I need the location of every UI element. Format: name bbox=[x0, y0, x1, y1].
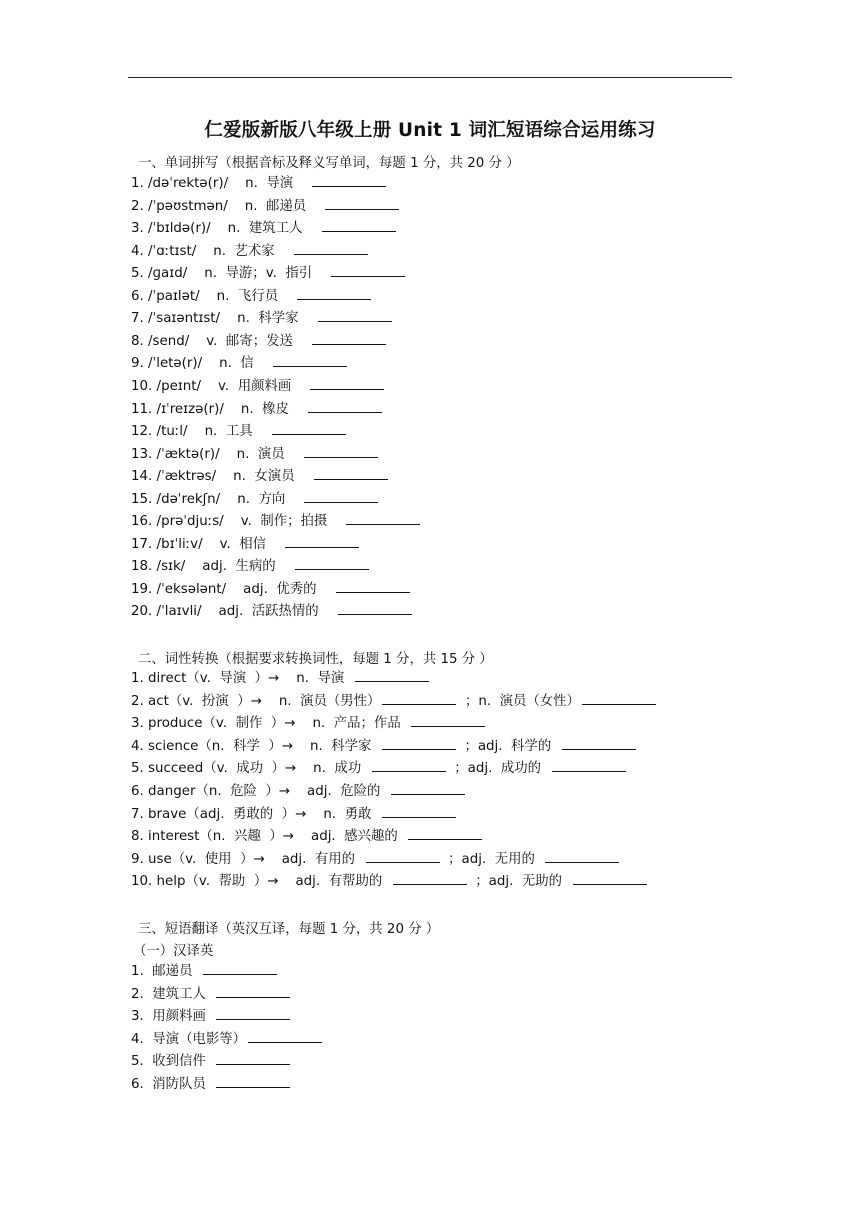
item-text: ；adj. 成功的 bbox=[445, 761, 550, 777]
answer-blank[interactable] bbox=[366, 851, 440, 863]
item-text: 5. succeed（v. 成功 ）→ n. 成功 bbox=[131, 761, 370, 777]
answer-blank[interactable] bbox=[294, 243, 368, 255]
item-text: 4. science（n. 科学 ）→ n. 科学家 bbox=[131, 738, 380, 754]
spelling-item bbox=[131, 536, 359, 553]
item-text: 20. /ˈlaɪvli/ adj. 活跃热情的 bbox=[131, 604, 336, 620]
item-text: 6. /ˈpaɪlət/ n. 飞行员 bbox=[131, 288, 296, 304]
conversion-item bbox=[131, 873, 647, 890]
section-1-heading: 一、单词拼写（根据音标及释义写单词，每题 1 分，共 20 分 ） bbox=[138, 156, 520, 171]
conversion-item bbox=[131, 828, 482, 845]
answer-blank[interactable] bbox=[355, 670, 429, 682]
item-text: 2. /ˈpəʊstmən/ n. 邮递员 bbox=[131, 198, 324, 214]
answer-blank[interactable] bbox=[382, 806, 456, 818]
answer-blank[interactable] bbox=[314, 468, 388, 480]
answer-blank[interactable] bbox=[216, 1076, 290, 1088]
answer-blank[interactable] bbox=[382, 738, 456, 750]
item-text: 18. /sɪk/ adj. 生病的 bbox=[131, 559, 293, 575]
answer-blank[interactable] bbox=[573, 873, 647, 885]
answer-blank[interactable] bbox=[336, 581, 410, 593]
answer-blank[interactable] bbox=[216, 1053, 290, 1065]
conversion-item bbox=[131, 670, 429, 687]
section-3-heading: 三、短语翻译（英汉互译，每题 1 分，共 20 分 ） bbox=[138, 922, 440, 937]
answer-blank[interactable] bbox=[216, 1008, 290, 1020]
item-text: 2. 建筑工人 bbox=[131, 986, 215, 1002]
spelling-item bbox=[131, 423, 346, 440]
answer-blank[interactable] bbox=[325, 198, 399, 210]
answer-blank[interactable] bbox=[304, 491, 378, 503]
answer-blank[interactable] bbox=[372, 760, 446, 772]
spelling-item bbox=[131, 288, 371, 305]
item-text: 4. 导演（电影等） bbox=[131, 1031, 247, 1047]
conversion-item bbox=[131, 693, 656, 710]
section-3-subheading: （一）汉译英 bbox=[133, 944, 214, 959]
answer-blank[interactable] bbox=[391, 783, 465, 795]
item-text: 6. danger（n. 危险 ）→ adj. 危险的 bbox=[131, 784, 389, 799]
spelling-item bbox=[131, 220, 396, 237]
answer-blank[interactable] bbox=[203, 963, 277, 975]
answer-blank[interactable] bbox=[338, 603, 412, 615]
spelling-item bbox=[131, 265, 405, 282]
item-text: 10. help（v. 帮助 ）→ adj. 有帮助的 bbox=[131, 874, 391, 890]
answer-blank[interactable] bbox=[285, 536, 359, 548]
answer-blank[interactable] bbox=[310, 378, 384, 390]
item-text: 8. /send/ v. 邮寄；发送 bbox=[131, 333, 310, 349]
translation-item bbox=[131, 986, 290, 1003]
spelling-item bbox=[131, 558, 369, 575]
translation-item bbox=[131, 1076, 290, 1093]
item-text: 13. /ˈæktə(r)/ n. 演员 bbox=[131, 446, 302, 462]
item-text: 5. 收到信件 bbox=[131, 1054, 215, 1070]
spelling-item bbox=[131, 491, 378, 508]
spelling-item bbox=[131, 243, 368, 260]
spelling-item bbox=[131, 355, 347, 372]
translation-item bbox=[131, 963, 277, 980]
item-text: 9. use（v. 使用 ）→ adj. 有用的 bbox=[131, 851, 364, 867]
item-text: 15. /dəˈrekʃn/ n. 方向 bbox=[131, 491, 303, 507]
item-text: 3. 用颜料画 bbox=[131, 1009, 215, 1025]
spelling-item bbox=[131, 446, 378, 463]
item-text: 12. /tuːl/ n. 工具 bbox=[131, 424, 270, 440]
item-text: 3. /ˈbɪldə(r)/ n. 建筑工人 bbox=[131, 221, 320, 237]
section-2-heading: 二、词性转换（根据要求转换词性，每题 1 分，共 15 分 ） bbox=[138, 652, 493, 667]
answer-blank[interactable] bbox=[382, 693, 456, 705]
translation-item bbox=[131, 1031, 322, 1048]
item-text: 2. act（v. 扮演 ）→ n. 演员（男性） bbox=[131, 693, 381, 709]
item-text: 5. /ɡaɪd/ n. 导游；v. 指引 bbox=[131, 266, 330, 282]
top-rule bbox=[128, 77, 732, 78]
item-text: 14. /ˈæktrəs/ n. 女演员 bbox=[131, 469, 312, 485]
page-title: 仁爱版新版八年级上册 Unit 1 词汇短语综合运用练习 bbox=[204, 120, 656, 141]
answer-blank[interactable] bbox=[562, 738, 636, 750]
conversion-item bbox=[131, 738, 636, 755]
spelling-item bbox=[131, 513, 420, 530]
item-text: 4. /ˈɑːtɪst/ n. 艺术家 bbox=[131, 243, 292, 259]
item-text: 10. /peɪnt/ v. 用颜料画 bbox=[131, 378, 309, 394]
answer-blank[interactable] bbox=[582, 693, 656, 705]
item-text: 1. direct（v. 导演 ）→ n. 导演 bbox=[131, 671, 353, 686]
spelling-item bbox=[131, 581, 410, 598]
item-text: 7. brave（adj. 勇敢的 ）→ n. 勇敢 bbox=[131, 806, 380, 822]
answer-blank[interactable] bbox=[216, 986, 290, 998]
item-text: 1. 邮递员 bbox=[131, 964, 201, 979]
answer-blank[interactable] bbox=[273, 355, 347, 367]
item-text: 19. /ˈeksələnt/ adj. 优秀的 bbox=[131, 581, 334, 597]
answer-blank[interactable] bbox=[308, 401, 382, 413]
answer-blank[interactable] bbox=[295, 558, 369, 570]
answer-blank[interactable] bbox=[322, 220, 396, 232]
item-text: 16. /prəˈdjuːs/ v. 制作；拍摄 bbox=[131, 514, 345, 530]
answer-blank[interactable] bbox=[318, 310, 392, 322]
item-text: 7. /ˈsaɪəntɪst/ n. 科学家 bbox=[131, 311, 316, 327]
spelling-item bbox=[131, 175, 386, 192]
conversion-item bbox=[131, 806, 456, 823]
spelling-item bbox=[131, 198, 399, 215]
answer-blank[interactable] bbox=[545, 851, 619, 863]
conversion-item bbox=[131, 760, 626, 777]
conversion-item bbox=[131, 783, 465, 800]
item-text: 8. interest（n. 兴趣 ）→ adj. 感兴趣的 bbox=[131, 829, 407, 845]
answer-blank[interactable] bbox=[312, 333, 386, 345]
item-text: 3. produce（v. 制作 ）→ n. 产品；作品 bbox=[131, 716, 410, 732]
item-text: ；adj. 无用的 bbox=[439, 851, 544, 867]
answer-blank[interactable] bbox=[408, 828, 482, 840]
answer-blank[interactable] bbox=[297, 288, 371, 300]
spelling-item bbox=[131, 401, 382, 418]
item-text: ；adj. 无助的 bbox=[466, 874, 571, 890]
item-text: 6. 消防队员 bbox=[131, 1077, 215, 1092]
answer-blank[interactable] bbox=[411, 715, 485, 727]
item-text: ；adj. 科学的 bbox=[455, 738, 560, 754]
answer-blank[interactable] bbox=[393, 873, 467, 885]
spelling-item bbox=[131, 603, 412, 620]
answer-blank[interactable] bbox=[331, 265, 405, 277]
item-text: 9. /ˈletə(r)/ n. 信 bbox=[131, 356, 271, 372]
item-text: ；n. 演员（女性） bbox=[456, 693, 580, 709]
spelling-item bbox=[131, 378, 384, 395]
answer-blank[interactable] bbox=[304, 446, 378, 458]
answer-blank[interactable] bbox=[346, 513, 420, 525]
spelling-item bbox=[131, 333, 386, 350]
item-text: 1. /dəˈrektə(r)/ n. 导演 bbox=[131, 176, 311, 191]
answer-blank[interactable] bbox=[312, 175, 386, 187]
translation-item bbox=[131, 1008, 290, 1025]
item-text: 11. /ɪˈreɪzə(r)/ n. 橡皮 bbox=[131, 401, 306, 417]
spelling-item bbox=[131, 468, 388, 485]
spelling-item bbox=[131, 310, 392, 327]
conversion-item bbox=[131, 851, 619, 868]
conversion-item bbox=[131, 715, 485, 732]
answer-blank[interactable] bbox=[248, 1031, 322, 1043]
translation-item bbox=[131, 1053, 290, 1070]
answer-blank[interactable] bbox=[552, 760, 626, 772]
item-text: 17. /bɪˈliːv/ v. 相信 bbox=[131, 536, 284, 552]
answer-blank[interactable] bbox=[272, 423, 346, 435]
